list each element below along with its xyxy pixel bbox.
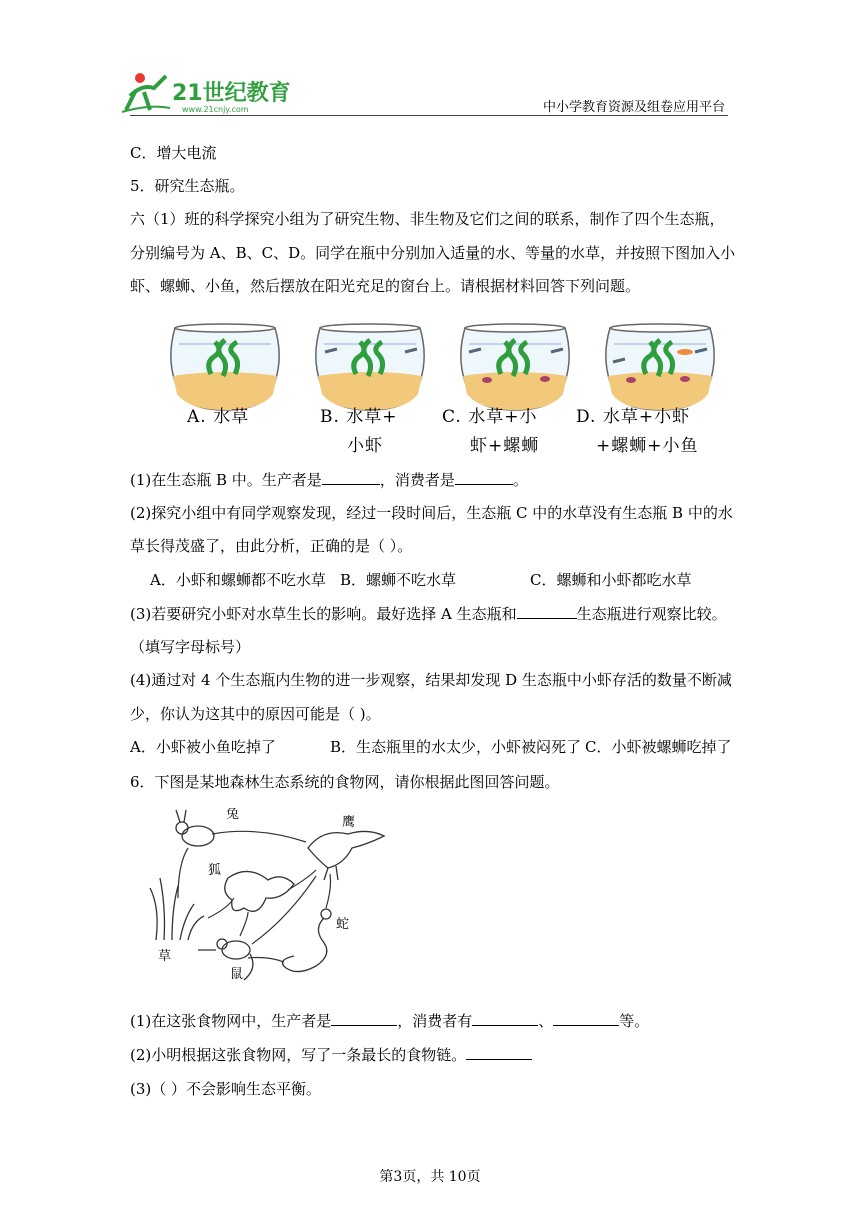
q5-sub-2-option-a: A．小虾和螺蛳都不吃水草 — [150, 571, 326, 589]
answer-blank[interactable] — [455, 470, 513, 485]
eagle-label: 鹰 — [342, 815, 356, 830]
q6-sub-3: (3)（ ）不会影响生态平衡。 — [130, 1080, 322, 1098]
mouse-label: 鼠 — [230, 967, 244, 982]
answer-blank[interactable] — [472, 1011, 538, 1026]
page-number: 第3页，共 10页 — [379, 1169, 481, 1185]
grass-icon — [150, 878, 204, 940]
rabbit-icon — [176, 810, 214, 846]
answer-blank[interactable] — [466, 1045, 532, 1060]
logo-text: 21世纪教育 — [172, 81, 290, 106]
food-web-figure — [148, 808, 398, 1000]
answer-blank[interactable] — [322, 470, 380, 485]
jar-c-icon — [461, 324, 569, 410]
food-web-arrows — [178, 831, 331, 962]
q5-sub-4-option-c: C．小虾被螺蛳吃掉了 — [585, 738, 732, 756]
q5-sub-4-option-b: B．生态瓶里的水太少，小虾被闷死了 — [330, 738, 582, 756]
snake-label: 蛇 — [336, 917, 350, 932]
runner-logo-icon — [122, 73, 170, 112]
q5-intro-1: 六（1）班的科学探究小组为了研究生物、非生物及它们之间的联系，制作了四个生态瓶， — [130, 210, 725, 228]
q5-sub-1: (1)在生态瓶 B 中。生产者是 ，消费者是 。 — [130, 471, 528, 489]
eco-jars-figure — [165, 322, 735, 414]
fox-icon — [225, 871, 294, 911]
logo-url: www.21cnjy.com — [182, 105, 249, 114]
option-c-line: C．增大电流 — [130, 144, 217, 162]
q5-sub-4-option-a: A．小虾被小鱼吃掉了 — [130, 738, 276, 756]
answer-blank[interactable] — [331, 1011, 397, 1026]
answer-blank[interactable] — [553, 1011, 619, 1026]
jar-d-caption-1: D. 水草+小虾 — [576, 407, 691, 427]
question-6-title: 6．下图是某地森林生态系统的食物网，请你根据此图回答问题。 — [130, 773, 560, 791]
jar-b-caption-2: 小虾 — [347, 436, 383, 456]
jar-c-caption-1: C. 水草+小 — [442, 407, 538, 427]
site-logo — [120, 66, 290, 118]
q5-sub-2-line-2: 草长得茂盛了，由此分析，正确的是（ ）。 — [130, 537, 413, 555]
q5-sub-2-option-c: C．螺蛳和小虾都吃水草 — [530, 571, 692, 589]
q5-sub-4-line-1: (4)通过对 4 个生态瓶内生物的进一步观察，结果却发现 D 生态瓶中小虾存活的数量不断减 — [130, 671, 732, 689]
jar-b-caption-1: B. 水草+ — [320, 407, 398, 427]
q5-intro-2: 分别编号为 A、B、C、D。同学在瓶中分别加入适量的水、等量的水草，并按照下图加入小 — [130, 244, 736, 262]
q5-intro-3: 虾、螺蛳、小鱼，然后摆放在阳光充足的窗台上。请根据材料回答下列问题。 — [130, 277, 641, 295]
jar-a-caption: A. 水草 — [187, 407, 250, 427]
jar-d-caption-2: +螺蛳+小鱼 — [596, 436, 699, 456]
jar-d-icon — [606, 324, 714, 410]
answer-blank[interactable] — [517, 604, 577, 619]
grass-label: 草 — [158, 949, 172, 964]
q6-sub-2: (2)小明根据这张食物网，写了一条最长的食物链。 — [130, 1045, 532, 1065]
q5-sub-2-option-b: B．螺蛳不吃水草 — [340, 571, 457, 589]
jar-a-icon — [171, 324, 279, 410]
question-5-title: 5．研究生态瓶。 — [130, 177, 245, 195]
q5-sub-4-line-2: 少，你认为这其中的原因可能是（ )。 — [130, 705, 381, 723]
q5-sub-2-line-1: (2)探究小组中有同学观察发现，经过一段时间后，生态瓶 C 中的水草没有生态瓶 B 中的水 — [130, 504, 733, 522]
snake-icon — [282, 909, 331, 972]
platform-name: 中小学教育资源及组卷应用平台 — [542, 100, 725, 115]
q5-sub-3-note: （填写字母标号） — [130, 638, 251, 656]
jar-c-caption-2: 虾+螺蛳 — [470, 436, 540, 456]
header-divider — [130, 115, 728, 116]
jar-b-icon — [316, 324, 424, 410]
q5-sub-3: (3)若要研究小虾对水草生长的影响。最好选择 A 生态瓶和 生态瓶进行观察比较。 — [130, 605, 727, 623]
q6-sub-1: (1)在这张食物网中，生产者是 ，消费者有 、 等。 — [130, 1012, 650, 1030]
fox-label: 狐 — [208, 863, 222, 878]
eagle-icon — [308, 831, 384, 880]
rabbit-label: 兔 — [226, 808, 240, 822]
